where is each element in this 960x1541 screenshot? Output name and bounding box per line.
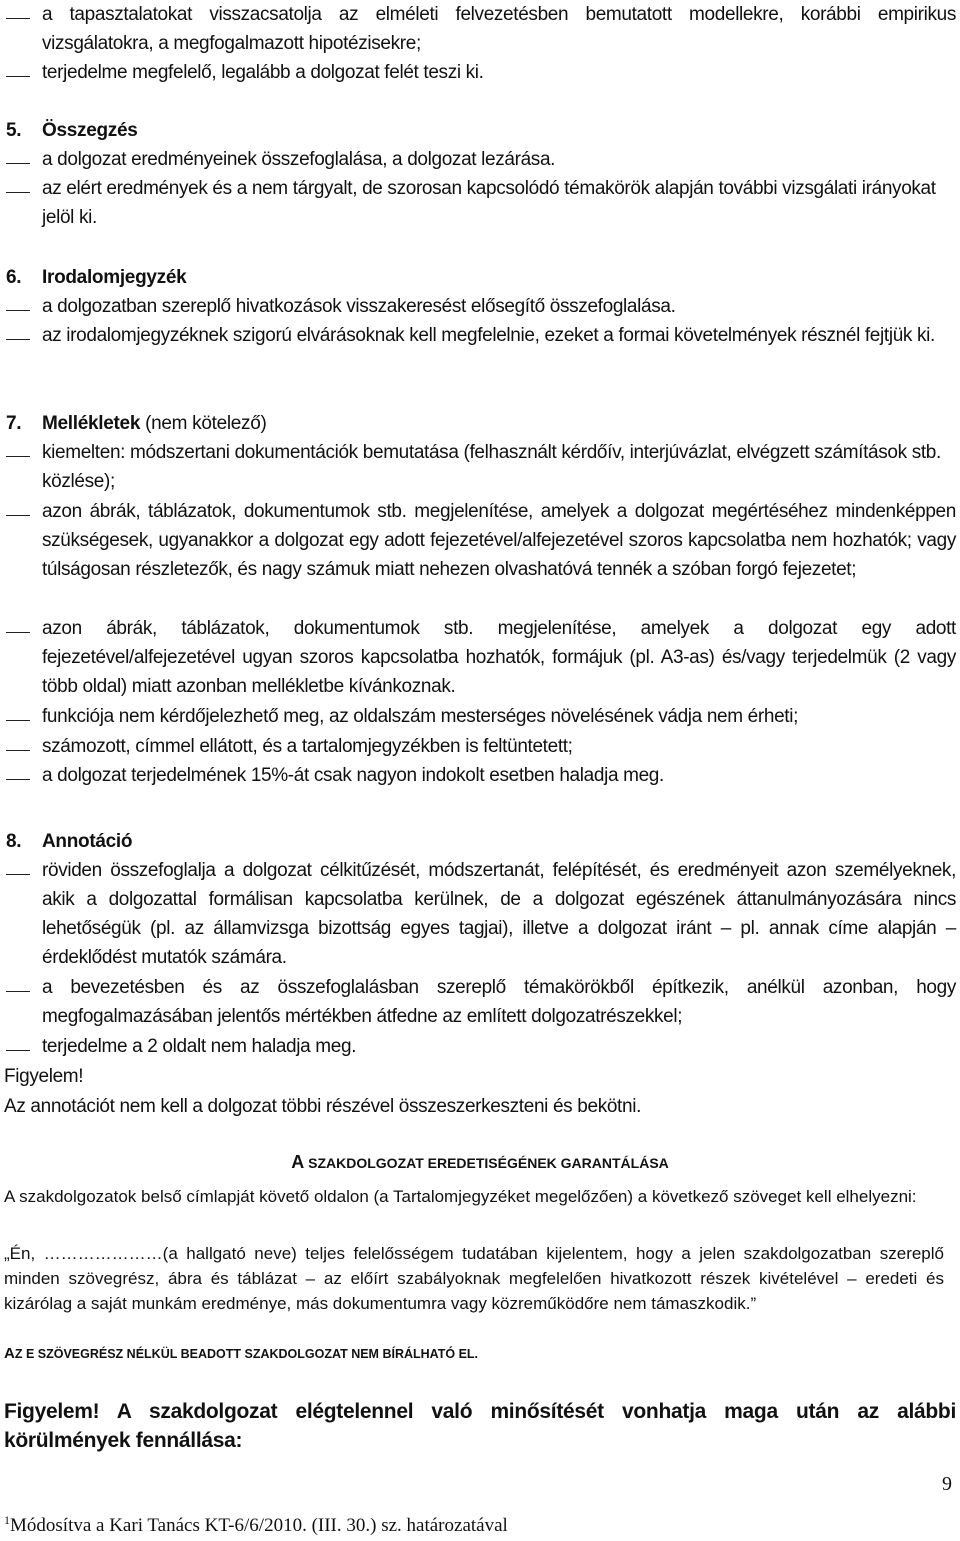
list-item: terjedelme megfelelő, legalább a dolgozat felét teszi ki.	[42, 62, 484, 83]
section-heading-6	[6, 263, 186, 292]
list-item: a dolgozat terjedelmének 15%-át csak nagyon indokolt esetben haladja meg.	[42, 765, 664, 786]
section-number: 5.	[6, 120, 22, 141]
section-heading-5	[6, 116, 138, 145]
list-item: a bevezetésben és az összefoglalásban szereplő témakörökből építkezik, anélkül azonban, hogy megfogalmazásában jelentős mértékben átfedne az említett dolgozatrészekkel;	[42, 977, 956, 1027]
list-item: azon ábrák, táblázatok, dokumentumok stb. megjelenítése, amelyek a dolgozat egy adott fejezetével/alfejezetével ugyan szoros kapcsolatba hozhatók, formájuk (pl. A3-as) és/vagy terjedelmük (2 vagy több oldal) miatt azonban mellékletbe kívánkoznak.	[42, 618, 956, 697]
section-title: Mellékletek	[42, 413, 141, 434]
bullet-dash	[6, 515, 30, 516]
footnote-text: Módosítva a Kari Tanács KT-6/6/2010. (III. 30.) sz. határozatával	[10, 1515, 508, 1536]
bullet-dash	[6, 750, 30, 751]
section-note: (nem kötelező)	[140, 413, 267, 434]
warning-label: Figyelem!	[4, 1066, 84, 1087]
footnote-mark: 1	[4, 1513, 10, 1527]
annotation-note: Az annotációt nem kell a dolgozat többi részével összeszerkeszteni és bekötni.	[4, 1096, 642, 1117]
list-item: az irodalomjegyzéknek szigorú elvárásoknak kell megfelelnie, ezeket a formai követelmények résznél fejtjük ki.	[42, 325, 935, 346]
bullet-dash	[6, 456, 30, 457]
final-warning: Figyelem! A szakdolgozat elégtelennel való minősítését vonhatja maga után az alábbi körülmények fennállása:	[4, 1400, 956, 1452]
section-number: 6.	[6, 267, 22, 288]
list-item: a tapasztalatokat visszacsatolja az elméleti felvezetésben bemutatott modellekre, korábbi empirikus vizsgálatokra, a megfogalmazott hipotézisekre;	[42, 4, 956, 54]
list-item: számozott, címmel ellátott, és a tartalomjegyzékben is feltüntetett;	[42, 736, 573, 757]
bullet-dash	[6, 192, 30, 193]
section-number: 7.	[6, 413, 22, 434]
list-item: a dolgozat eredményeinek összefoglalása, a dolgozat lezárása.	[42, 149, 556, 170]
bullet-dash	[6, 339, 30, 340]
bullet-dash	[6, 779, 30, 780]
guarantee-heading: A SZAKDOLGOZAT EREDETISÉGÉNEK GARANTÁLÁSA	[291, 1152, 669, 1172]
bullet-dash	[6, 1050, 30, 1051]
bullet-dash	[6, 76, 30, 77]
guarantee-warning: AZ E SZÖVEGRÉSZ NÉLKÜL BEADOTT SZAKDOLGOZAT NEM BÍRÁLHATÓ EL.	[4, 1345, 479, 1362]
list-item: funkciója nem kérdőjelezhető meg, az oldalszám mesterséges növelésének vádja nem érheti;	[42, 706, 799, 727]
bullet-dash	[6, 874, 30, 875]
section-title: Összegzés	[42, 120, 138, 141]
section-heading-7	[6, 409, 267, 438]
list-item: kiemelten: módszertani dokumentációk bemutatása (felhasznált kérdőív, interjúvázlat, elvégzett számítások stb. közlése);	[42, 442, 941, 492]
page-number: 9	[942, 1473, 952, 1495]
bullet-dash	[6, 632, 30, 633]
footnote	[4, 1513, 508, 1537]
section-title: Irodalomjegyzék	[42, 267, 187, 288]
section-heading-8	[6, 827, 132, 856]
bullet-dash	[6, 720, 30, 721]
list-item: azon ábrák, táblázatok, dokumentumok stb. megjelenítése, amelyek a dolgozat megértéséhez mindenképpen szükségesek, ugyanakkor a dolgozat egy adott fejezetével/alfejezetével szoros kapcsolatba nem hozhatók; vagy túlságosan részletezők, és nagy számuk miatt nehezen olvashatóvá tennék a szóban forgó fejezetet;	[42, 501, 956, 580]
section-title: Annotáció	[42, 831, 133, 852]
guarantee-intro: A szakdolgozatok belső címlapját követő oldalon (a Tartalomjegyzéket megelőzően) a következő szöveget kell elhelyezni:	[4, 1187, 917, 1206]
bullet-dash	[6, 163, 30, 164]
list-item: röviden összefoglalja a dolgozat célkitűzését, módszertanát, felépítését, és eredményeit azon személyeknek, akik a dolgozattal formálisan kapcsolatba kerülnek, de a dolgozat egészének áttanulmányozására nincs lehetőségük (pl. az államvizsga bizottság egyes tagjai), illetve a dolgozat iránt – pl. annak címe alapján – érdeklődést mutatók számára.	[42, 860, 956, 968]
bullet-dash	[6, 991, 30, 992]
list-item: a dolgozatban szereplő hivatkozások visszakeresést elősegítő összefoglalása.	[42, 296, 676, 317]
list-item: terjedelme a 2 oldalt nem haladja meg.	[42, 1036, 357, 1057]
list-item: az elért eredmények és a nem tárgyalt, de szorosan kapcsolódó témakörök alapján további vizsgálati irányokat jelöl ki.	[42, 178, 936, 228]
guarantee-quote: „Én, …………………(a hallgató neve) teljes felelősségem tudatában kijelentem, hogy a jelen szakdolgozatban szereplő minden szövegrész, ábra és táblázat – az előírt szabályoknak megfelelően hivatkozott részek kivételével – eredeti és kizárólag a saját munkám eredménye, más dokumentumra vagy közreműködőre nem támaszkodik.”	[4, 1244, 944, 1313]
bullet-dash	[6, 18, 30, 19]
section-number: 8.	[6, 831, 22, 852]
bullet-dash	[6, 310, 30, 311]
